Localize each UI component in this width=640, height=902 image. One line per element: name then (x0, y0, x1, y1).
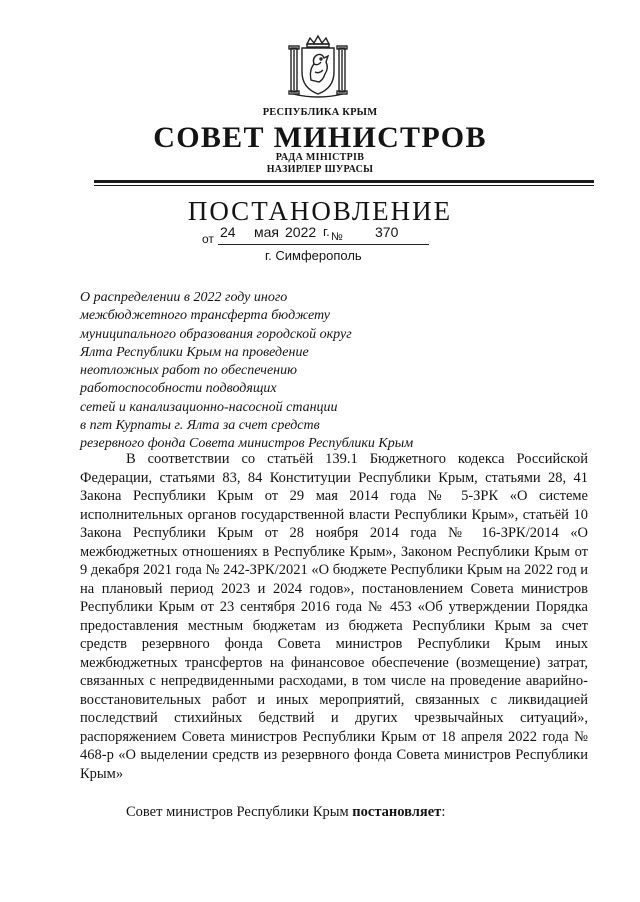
subject-line: межбюджетного трансферта бюджету (80, 308, 331, 324)
council-title-crimean-tatar: НАЗИРЛЕР ШУРАСЫ (266, 164, 374, 175)
city: г. Симферополь (265, 248, 362, 263)
coat-of-arms-emblem (285, 34, 351, 100)
date-prefix: от (202, 232, 214, 246)
decree-suffix: : (441, 804, 446, 820)
subject-line: Ялта Республики Крым на проведение (80, 344, 309, 360)
date-day: 24 (220, 224, 236, 240)
subject-line: муниципального образования городской округ (80, 326, 352, 342)
republic-name: РЕСПУБЛИКА КРЫМ (262, 107, 378, 118)
council-title: СОВЕТ МИНИСТРОВ (153, 121, 487, 154)
date-month: мая (254, 224, 279, 240)
date-underline (218, 244, 429, 245)
subject-line: в пгт Курпаты г. Ялта за счет средств (80, 418, 320, 434)
decree-keyword: постановляет (352, 804, 442, 820)
decree-line (126, 804, 445, 821)
preamble-paragraph: В соответствии со статьёй 139.1 Бюджетного кодекса Российской Федерации, статьями 83, 84 Конституции Республики Крым, статьями 28, 41 Закона Республики Крым от 29 мая 2014 года № 5-ЗРК «О системе исполнительных органов государственной власти Республики Крым», статьёй 10 Закона Республики Крым от 28 ноября 2014 года № 16-ЗРК/2014 «О межбюджетных отношениях в Республике Крым», Законом Республики Крым от 9 декабря 2021 года № 242-ЗРК/2021 «О бюджете Республики Крым на 2022 год и на плановый период 2023 и 2024 годов», постановлением Совета министров Республики Крым от 23 сентября 2016 года № 453 «Об утверждении Порядка предоставления местным бюджетам из бюджета Республики Крым за счет средств резервного фонда Совета министров Республики Крым иных межбюджетных трансфертов на финансовое обеспечение (возмещение) затрат, связанных с непредвиденными расходами, в том числе на проведение аварийно-восстановительных работ и иных мероприятий, связанных с ликвидацией последствий стихийных бедствий и других чрезвычайных ситуаций», распоряжением Совета министров Республики Крым от 18 апреля 2022 года № 468-р «О выделении средств из резервного фонда Совета министров Республики Крым» (80, 451, 588, 782)
date-year: 2022 (285, 224, 317, 240)
header-rule-thin (94, 185, 594, 186)
subject-line: неотложных работ по обеспечению (80, 363, 297, 379)
document-number: 370 (375, 224, 399, 240)
decree-text: Совет министров Республики Крым (126, 804, 353, 820)
year-suffix: г. (323, 224, 330, 239)
document-type: ПОСТАНОВЛЕНИЕ (187, 196, 453, 226)
subject-line: работоспособности подводящих (80, 381, 277, 397)
subject-line: резервного фонда Совета министров Республики Крым (80, 436, 414, 452)
number-sign: № (331, 231, 343, 243)
subject-line: сетей и канализационно-насосной станции (80, 399, 338, 415)
council-title-ukrainian: РАДА МІНІСТРІВ (275, 152, 365, 163)
document-subject (80, 289, 500, 454)
header-rule-thick (94, 180, 594, 183)
subject-line: О распределении в 2022 году иного (80, 290, 288, 305)
